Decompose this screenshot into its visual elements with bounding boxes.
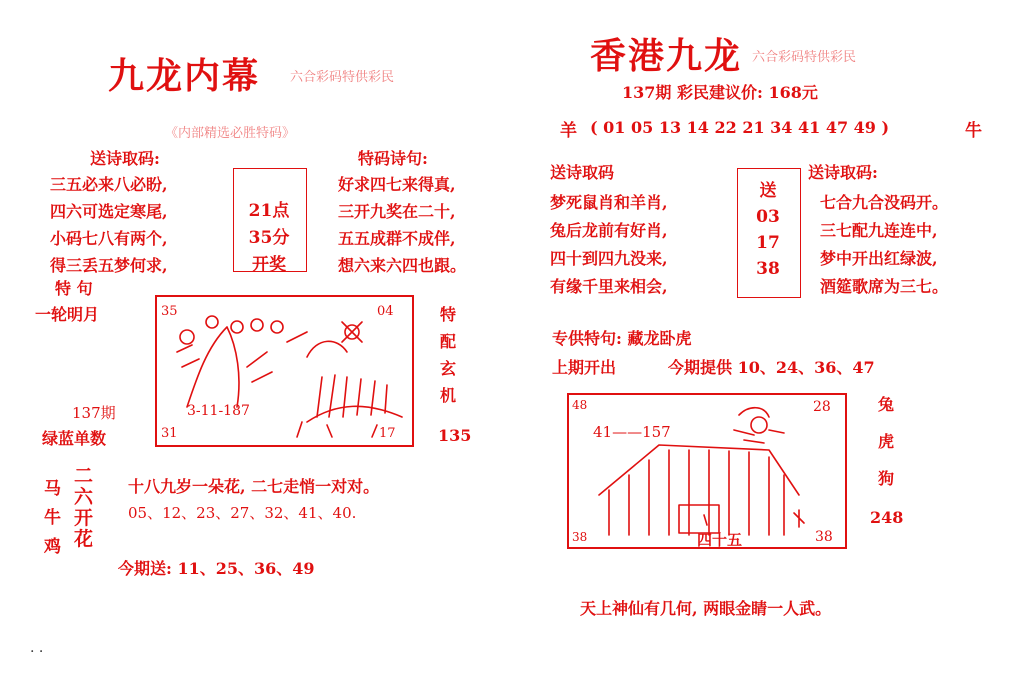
left-yilun: 一轮明月 (35, 305, 100, 324)
left-line2: 05、12、23、27、32、41、40. (128, 504, 357, 522)
left-drawing-num-tl: 35 (161, 304, 178, 319)
left-poem-a (50, 172, 168, 276)
animal-char: 牛 (44, 508, 61, 528)
left-issue: 137期 (72, 404, 116, 422)
center-num: 17 (756, 233, 780, 253)
right-drawing-num-tl: 48 (572, 398, 588, 412)
left-te-pei (440, 302, 456, 406)
right-drawing-num-mid: 41——157 (593, 423, 671, 441)
right-poem-a-heading: 送诗取码 (550, 163, 615, 182)
poem-line: 三开九奖在二十, (338, 202, 456, 221)
left-drawing-num-br: 17 (379, 426, 396, 441)
left-jinqi: 今期送: 11、25、36、49 (118, 559, 315, 578)
right-subtitle: 六合彩码特供彩民 (752, 50, 857, 65)
erliu-char: 开 (74, 507, 94, 529)
center-num: 38 (756, 259, 780, 279)
left-animals (44, 474, 61, 557)
right-ox: 牛 (965, 121, 982, 141)
left-drawing-num-bl: 31 (161, 426, 178, 441)
right-center-box-text (737, 176, 799, 279)
left-poem-b-heading: 特码诗句: (358, 149, 428, 168)
poem-line: 梦死鼠肖和羊肖, (550, 193, 668, 212)
left-poem-a-heading: 送诗取码: (90, 149, 160, 168)
right-poem-a (550, 190, 668, 297)
left-center-box-text (233, 196, 305, 275)
poem-line: 得三丢五梦何求, (50, 256, 168, 275)
right-footer: 天上神仙有几何, 两眼金睛一人武。 (580, 599, 832, 618)
poem-line: 好求四七来得真, (338, 175, 456, 194)
animal-char: 狗 (878, 469, 895, 488)
right-num248: 248 (870, 508, 904, 527)
left-title: 九龙内幕 (108, 55, 261, 97)
poem-line: 七合九合没码开。 (820, 193, 949, 212)
poem-line: 四六可选定寒尾, (50, 202, 168, 221)
poem-line: 五五成群不成伴, (338, 229, 456, 248)
left-erliu (74, 466, 93, 550)
erliu-char: 花 (74, 528, 94, 550)
right-drawing-bottom: 四十五 (697, 531, 743, 549)
right-shangqi: 上期开出 (552, 358, 617, 377)
left-subtitle: 六合彩码特供彩民 (290, 70, 395, 85)
animal-char: 马 (44, 479, 61, 499)
poem-line: 小码七八有两个, (50, 229, 168, 248)
left-lvlan: 绿蓝单数 (42, 429, 107, 448)
erliu-char: 六 (74, 486, 94, 508)
draw-time: 35分 (248, 228, 290, 248)
poem-line: 四十到四九没来, (550, 249, 668, 268)
left-drawing (157, 297, 412, 445)
poem-line: 有缘千里来相会, (550, 277, 668, 296)
right-drawing-num-br: 38 (815, 529, 833, 545)
draw-time: 21点 (248, 201, 290, 221)
right-jinqi: 今期提供 10、24、36、47 (668, 358, 875, 377)
right-poem-b-heading: 送诗取码: (808, 163, 878, 182)
poem-line: 想六来六四也跟。 (338, 256, 467, 275)
right-drawing-num-bl: 38 (572, 530, 588, 544)
draw-label: 开奖 (252, 255, 286, 275)
animal-char: 虎 (878, 432, 895, 451)
right-drawing (569, 395, 845, 547)
right-title: 香港九龙 (590, 35, 743, 77)
poem-line: 酒筵歌席为三七。 (820, 277, 949, 296)
right-special: 专供特句: 藏龙卧虎 (552, 329, 692, 348)
left-tejv: 特 句 (55, 279, 93, 298)
poem-line: 兔后龙前有好肖, (550, 221, 668, 240)
center-char: 送 (759, 181, 777, 201)
left-drawing-num-mid: 3-11-187 (187, 403, 250, 419)
left-num135: 135 (438, 426, 472, 445)
animal-char: 兔 (878, 395, 895, 414)
te-pei-char: 玄 (440, 359, 457, 378)
te-pei-char: 特 (440, 305, 457, 324)
erliu-char: 二 (74, 465, 94, 487)
right-price-line: 137期 彩民建议价: 168元 (622, 83, 818, 102)
corner-dots: . . (30, 640, 44, 656)
te-pei-char: 机 (440, 386, 457, 405)
te-pei-char: 配 (440, 332, 457, 351)
right-poem-b (820, 190, 948, 297)
right-side-animals (878, 392, 894, 489)
right-sheep: 羊 (560, 121, 577, 141)
left-line1: 十八九岁一朵花, 二七走悄一对对。 (128, 477, 380, 496)
left-quote: 《内部精选必胜特码》 (165, 126, 296, 141)
animal-char: 鸡 (44, 537, 61, 557)
poem-line: 三七配九连连中, (820, 221, 938, 240)
left-poem-b (338, 172, 466, 276)
left-drawing-num-tr: 04 (377, 304, 394, 319)
right-drawing-num-tr: 28 (813, 399, 831, 415)
right-nums-line: ( 01 05 13 14 22 21 34 41 47 49 ) (590, 118, 890, 137)
center-num: 03 (756, 207, 780, 227)
poem-line: 梦中开出红绿波, (820, 249, 938, 268)
poem-line: 三五必来八必盼, (50, 175, 168, 194)
